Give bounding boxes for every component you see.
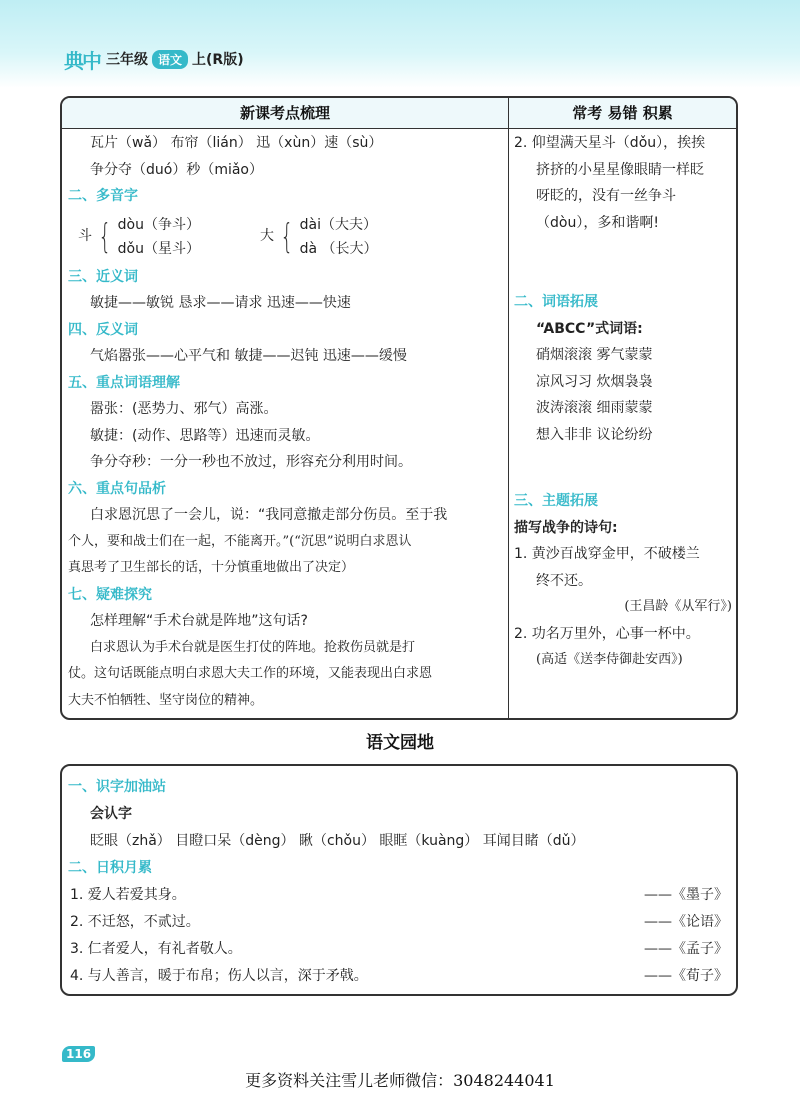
poem-line: 1. 黄沙百战穿金甲，不破楼兰 <box>514 546 700 562</box>
quote-row <box>68 936 728 963</box>
page-number: 116 <box>62 1046 95 1062</box>
section-heading: 六、重点句品析 <box>68 480 166 497</box>
question: 怎样理解“手术台就是阵地”这句话? <box>90 613 308 629</box>
right-column-title: 常考 易错 积累 <box>509 98 736 129</box>
top-banner <box>0 0 800 88</box>
answer: 白求恩认为手术台就是医生打仗的阵地。抢救伤员就是打 <box>90 639 416 655</box>
right-column <box>514 130 732 674</box>
section-heading: 二、日积月累 <box>68 860 152 876</box>
garden-content <box>68 774 728 990</box>
section-heading: 三、主题拓展 <box>514 493 598 509</box>
poem-line: 2. 功名万里外，心事一杯中。 <box>514 625 700 642</box>
poem-line: 终不还。 <box>536 572 592 589</box>
quote-source: ——《孟子》 <box>644 941 728 957</box>
left-column-title: 新课考点梳理 <box>62 98 508 129</box>
quote-text: 3. 仁者爱人，有礼者敬人。 <box>70 941 242 957</box>
example-line: 挤挤的小星星像眼睛一样眨 <box>536 161 704 178</box>
pinyin-line: 争分夺（duó）秒（miǎo） <box>90 161 263 178</box>
quote-text: 1. 爱人若爱其身。 <box>70 887 186 903</box>
synonyms: 敏捷——敏锐 恳求——请求 迅速——快速 <box>90 295 351 311</box>
reading: dòu（争斗） <box>117 216 200 233</box>
word-meaning: 敏捷：(动作、思路等）迅速而灵敏。 <box>90 427 320 444</box>
word-meaning: 争分夺秒：一分一秒也不放过，形容充分利用时间。 <box>90 454 412 470</box>
quote-row <box>68 909 728 936</box>
polyphonic-char: 大 <box>259 228 274 245</box>
word-pair: 凉风习习 炊烟袅袅 <box>536 373 653 390</box>
section-heading: 一、识字加油站 <box>68 779 166 795</box>
poem-source: (高适《送李侍御赴安西》) <box>536 652 683 667</box>
section-heading: 五、重点词语理解 <box>68 374 180 391</box>
left-column <box>68 130 504 714</box>
quote-row <box>68 963 728 990</box>
word-pair: 想入非非 议论纷纷 <box>536 426 653 443</box>
lesson-summary-box <box>60 96 738 720</box>
section-heading: 三、近义词 <box>68 268 138 285</box>
sentence-analysis: 白求恩沉思了一会儿，说：“我同意撤走部分伤员。至于我 <box>90 507 448 523</box>
reading: dà （长大） <box>299 240 378 257</box>
polyphonic-chars <box>68 210 504 264</box>
brace-icon: { <box>98 216 112 257</box>
antonyms: 气焰嚣张——心平气和 敏捷——迟钝 迅速——缓慢 <box>90 348 407 364</box>
quote-source: ——《荀子》 <box>644 968 728 984</box>
quote-text: 4. 与人善言，暖于布帛；伤人以言，深于矛戟。 <box>70 968 368 984</box>
quote-source: ——《墨子》 <box>644 887 728 903</box>
answer: 大夫不怕牺牲、坚守岗位的精神。 <box>68 692 264 708</box>
subheading: 会认字 <box>90 806 132 822</box>
poem-heading: 描写战争的诗句: <box>514 519 618 536</box>
word-pair: 硝烟滚滚 雾气蒙蒙 <box>536 347 653 363</box>
quote-text: 2. 不迁怒，不贰过。 <box>70 914 200 930</box>
example-line: 2. 仰望满天星斗（dǒu），挨挨 <box>514 135 706 151</box>
garden-box <box>60 764 738 996</box>
footer-note: 更多资料关注雪儿老师微信：3048244041 <box>245 1071 555 1090</box>
quote-row <box>68 882 728 909</box>
poem-source: (王昌龄《从军行》) <box>624 599 732 614</box>
answer: 仗。这句话既能点明白求恩大夫工作的环境，又能表现出白求恩 <box>68 666 433 681</box>
example-line: 呀眨的，没有一丝争斗 <box>536 188 676 204</box>
reading: dài（大夫） <box>299 216 377 233</box>
sentence-analysis: 真思考了卫生部长的话，十分慎重地做出了决定） <box>68 560 355 575</box>
example-line: （dòu），多和谐啊! <box>536 214 659 231</box>
grade-label: 三年级 <box>106 52 148 68</box>
section-heading: 二、词语拓展 <box>514 294 598 310</box>
readings <box>300 213 378 261</box>
pinyin-line: 瓦片（wǎ） 布帘（lián） 迅（xùn）速（sù） <box>90 135 383 151</box>
subject-badge: 语文 <box>152 50 188 69</box>
book-brand <box>64 46 244 72</box>
readings <box>118 213 200 261</box>
brace-icon: { <box>280 216 294 257</box>
char-list: 眨眼（zhǎ） 目瞪口呆（dèng） 瞅（chǒu） 眼眶（kuàng） 耳闻目睹（dǔ） <box>90 833 585 849</box>
section-heading: 二、多音字 <box>68 188 138 204</box>
word-pair: 波涛滚滚 细雨蒙蒙 <box>536 400 653 416</box>
reading: dǒu（星斗） <box>117 240 200 257</box>
column-divider <box>508 98 509 718</box>
abcc-heading: “ABCC”式词语: <box>536 320 643 337</box>
section-heading: 四、反义词 <box>68 321 138 338</box>
brand-logo: 典中 <box>64 48 100 73</box>
polyphonic-char: 斗 <box>78 228 92 245</box>
volume-label: 上(R版) <box>192 52 244 68</box>
section-heading: 七、疑难探究 <box>68 586 152 603</box>
sentence-analysis: 个人，要和战士们在一起，不能离开。”(“沉思”说明白求恩认 <box>68 533 412 549</box>
word-meaning: 嚣张：(恶势力、邪气）高涨。 <box>90 401 278 417</box>
garden-title: 语文园地 <box>366 733 434 753</box>
quote-source: ——《论语》 <box>644 914 728 930</box>
